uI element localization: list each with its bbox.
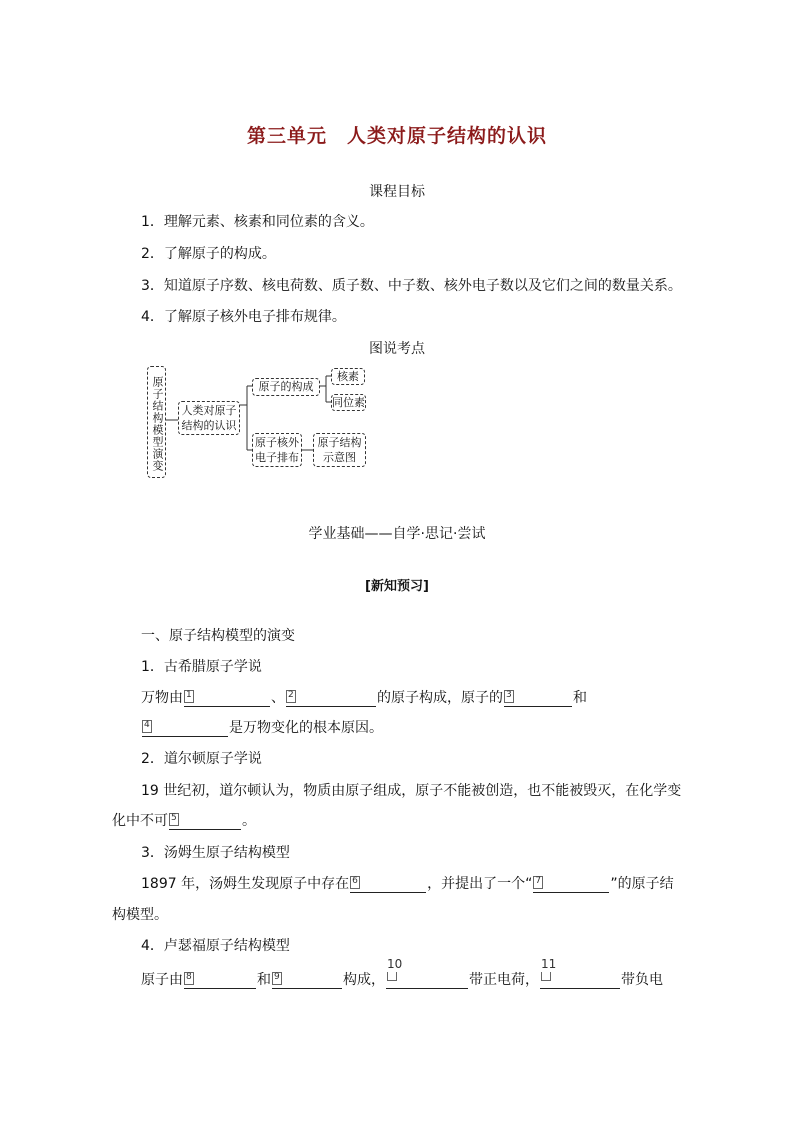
text-run: 、 xyxy=(271,690,285,706)
question-label: 4．卢瑟福原子结构模型 xyxy=(141,938,290,954)
answer-blank[interactable] xyxy=(386,957,468,989)
blank-number: 11 xyxy=(541,957,557,971)
diagram-leaf-structure-diagram: 原子结构示意图 xyxy=(313,433,366,467)
question-line xyxy=(141,873,674,893)
blank-number: 6 xyxy=(350,876,360,889)
text-run: 原子由 xyxy=(141,972,183,988)
answer-blank[interactable] xyxy=(286,690,376,707)
answer-blank[interactable] xyxy=(504,690,572,707)
text-run: 和 xyxy=(257,972,271,988)
goal-item: 1．理解元素、核素和同位素的含义。 xyxy=(141,214,374,230)
question-label: 1．古希腊原子学说 xyxy=(141,659,262,675)
text-run: 和 xyxy=(573,690,587,706)
answer-blank[interactable] xyxy=(350,876,426,893)
blank-number: 10 xyxy=(387,957,403,971)
goal-item: 4．了解原子核外电子排布规律。 xyxy=(141,309,346,325)
answer-blank[interactable] xyxy=(169,813,241,830)
diagram-leaf-isotope: 同位素 xyxy=(332,396,365,409)
section-heading: 学业基础——自学·思记·尝试 xyxy=(308,526,486,542)
diagram-root-node: 原子结构模型演变 xyxy=(147,366,166,478)
question-label: 3．汤姆生原子结构模型 xyxy=(141,845,290,861)
goals-heading: 课程目标 xyxy=(369,184,425,200)
text-run: 化中不可 xyxy=(112,813,168,829)
goal-item: 2．了解原子的构成。 xyxy=(141,246,276,262)
answer-blank[interactable] xyxy=(533,876,609,893)
answer-blank[interactable] xyxy=(540,957,620,989)
text-run: 1897 年，汤姆生发现原子中存在 xyxy=(141,876,350,892)
question-line: 构模型。 xyxy=(112,907,168,923)
answer-blank[interactable] xyxy=(184,690,270,707)
goal-item: 3．知道原子序数、核电荷数、质子数、中子数、核外电子数以及它们之间的数量关系。 xyxy=(141,278,682,294)
text-run: 带负电 xyxy=(621,972,663,988)
text-run: ，并提出了一个“ xyxy=(427,876,533,892)
blank-number: 1 xyxy=(184,690,194,703)
blank-number: 3 xyxy=(504,690,514,703)
blank-number: 2 xyxy=(286,690,296,703)
blank-number: 9 xyxy=(272,972,282,985)
diagram-heading: 图说考点 xyxy=(369,341,425,357)
question-line xyxy=(112,810,256,830)
answer-blank[interactable] xyxy=(142,720,228,737)
diagram-leaf-nuclide: 核素 xyxy=(331,368,365,385)
blank-number: 4 xyxy=(142,720,152,733)
text-run: 万物由 xyxy=(141,690,183,706)
question-line xyxy=(141,957,663,989)
answer-blank[interactable] xyxy=(184,972,256,989)
text-run: 的原子构成，原子的 xyxy=(377,690,503,706)
text-run: 构成， xyxy=(343,972,385,988)
text-run: ”的原子结 xyxy=(610,876,674,892)
diagram-branch-atom-composition: 原子的构成 xyxy=(252,378,320,396)
question-label: 2．道尔顿原子学说 xyxy=(141,751,262,767)
question-line: 19 世纪初，道尔顿认为，物质由原子组成，原子不能被创造，也不能被毁灭，在化学变 xyxy=(141,783,682,799)
question-line xyxy=(141,687,587,707)
text-run: 带正电荷， xyxy=(469,972,539,988)
blank-number: 5 xyxy=(169,813,179,826)
part-heading: 一、原子结构模型的演变 xyxy=(141,628,295,644)
text-run: 。 xyxy=(242,813,256,829)
page-title: 第三单元 人类对原子结构的认识 xyxy=(246,125,547,147)
diagram-branch-electron-arrangement: 原子核外电子排布 xyxy=(252,433,302,467)
text-run: 是万物变化的根本原因。 xyxy=(229,720,383,736)
question-line xyxy=(141,717,383,737)
blank-number: 8 xyxy=(184,972,194,985)
answer-blank[interactable] xyxy=(272,972,342,989)
diagram-center-node: 人类对原子结构的认识 xyxy=(178,401,240,435)
section-subheading: [新知预习] xyxy=(365,579,429,594)
blank-number: 7 xyxy=(533,876,543,889)
